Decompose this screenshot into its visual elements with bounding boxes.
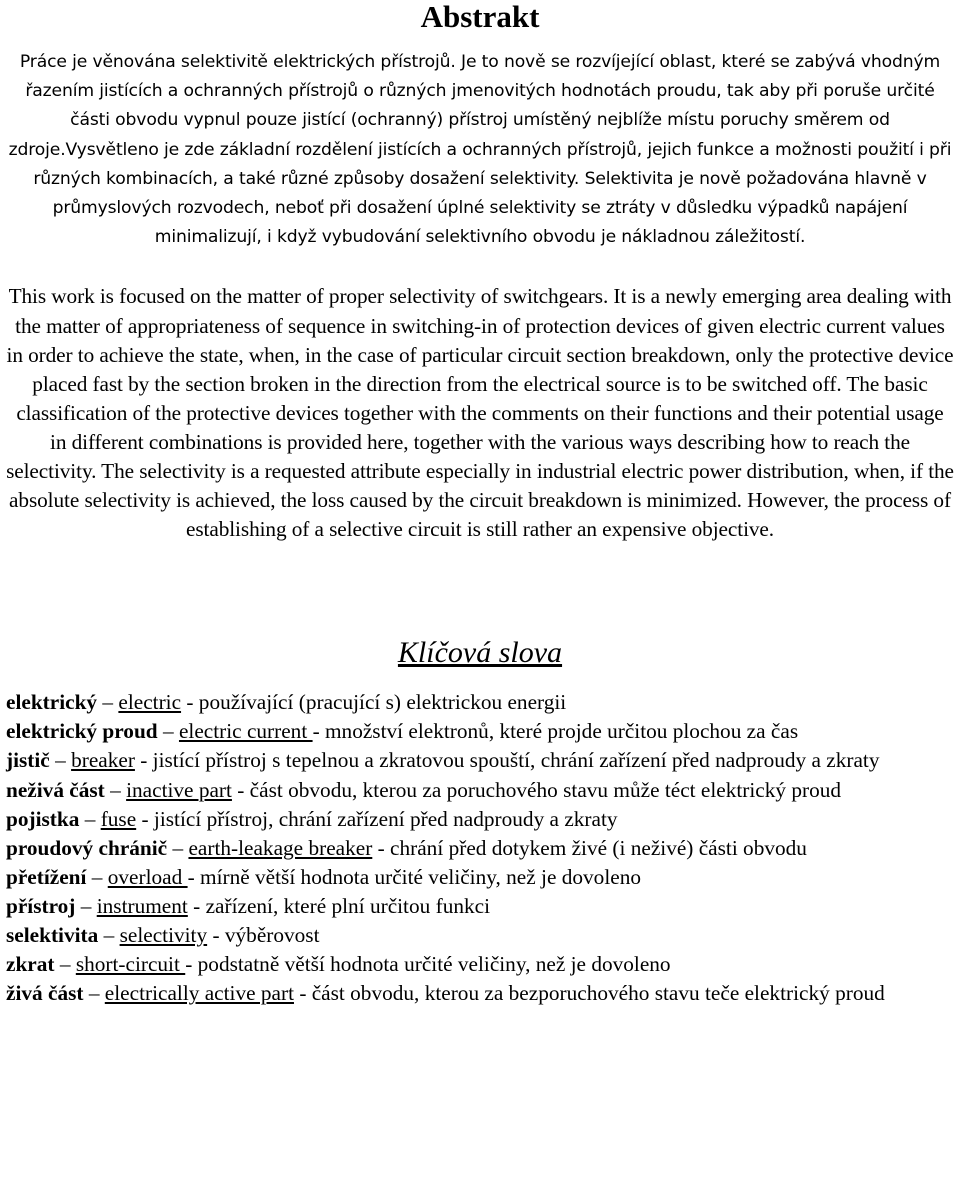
- keyword-dash: –: [102, 690, 114, 715]
- keyword-english: electric current: [178, 719, 313, 744]
- keyword-english: fuse: [100, 806, 137, 831]
- keyword-term: přetížení: [6, 864, 87, 889]
- keyword-item: [6, 746, 954, 775]
- keyword-item: [6, 863, 954, 892]
- keyword-term: jistič: [6, 748, 50, 773]
- keyword-item: [6, 688, 954, 717]
- keyword-english: inactive part: [126, 777, 232, 802]
- keyword-description: - zařízení, které plní určitou funkci: [193, 893, 491, 918]
- keyword-description: - mírně větší hodnota určité veličiny, než je dovoleno: [187, 864, 641, 889]
- keyword-dash: –: [55, 748, 66, 773]
- keyword-description: - část obvodu, kterou za poruchového stavu může téct elektrický proud: [237, 777, 842, 802]
- keyword-english: overload: [107, 864, 188, 889]
- keyword-description: - jistící přístroj s tepelnou a zkratovou spouští, chrání zařízení před nadproudy a zkraty: [140, 748, 880, 773]
- keyword-english: electric: [118, 690, 182, 715]
- keyword-dash: –: [162, 719, 174, 744]
- keyword-description: - část obvodu, kterou za bezporuchového stavu teče elektrický proud: [299, 981, 885, 1006]
- keyword-dash: –: [172, 835, 184, 860]
- keyword-description: - chrání před dotykem živé (i neživé) části obvodu: [377, 835, 807, 860]
- keyword-term: neživá část: [6, 777, 105, 802]
- keyword-item: [6, 805, 954, 834]
- keyword-description: - jistící přístroj, chrání zařízení před nadproudy a zkraty: [141, 806, 618, 831]
- keywords-list: [6, 688, 954, 1008]
- abstract-czech: Práce je věnována selektivitě elektrických přístrojů. Je to nově se rozvíjející oblast, které se zabývá vhodným řazením jistících a ochranných přístrojů o různých jmenovitých hodnotách proudu, tak aby při poruše určité části obvodu vypnul pouze jistící (ochranný) přístroj umístěný nejblíže místu poruchy směrem od zdroje.Vysvětleno je zde základní rozdělení jistících a ochranných přístrojů, jejich funkce a možnosti použití i při různých kombinacích, a také různé způsoby dosažení selektivity. Selektivita je nově požadována hlavně v průmyslových rozvodech, neboť při dosažení úplné selektivity se ztráty v důsledku výpadků napájení minimalizují, i když vybudování selektivního obvodu je nákladnou záležitostí.: [8, 52, 952, 248]
- keyword-description: - podstatně větší hodnota určité veličiny, než je dovoleno: [185, 952, 671, 977]
- keyword-dash: –: [59, 952, 71, 977]
- page-title: Abstrakt: [420, 0, 540, 34]
- keyword-dash: –: [103, 923, 115, 948]
- abstract-english: This work is focused on the matter of proper selectivity of switchgears. It is a newly emerging area dealing with the matter of appropriateness of sequence in switching-in of protection devices of given electric current values in order to achieve the state, when, in the case of particular circuit section breakdown, only the protective device placed fast by the section broken in the direction from the electrical source is to be switched off. The basic classification of the protective devices together with the comments on their functions and their potential usage in different combinations is provided here, together with the various ways describing how to reach the selectivity. The selectivity is a requested attribute especially in industrial electric power distribution, when, if the absolute selectivity is achieved, the loss caused by the circuit breakdown is minimized. However, the process of establishing of a selective circuit is still rather an expensive objective.: [6, 284, 954, 542]
- keyword-dash: –: [91, 864, 103, 889]
- keyword-term: elektrický: [6, 690, 98, 715]
- keyword-item: [6, 892, 954, 921]
- keyword-description: - výběrovost: [212, 923, 320, 948]
- keyword-term: proudový chránič: [6, 835, 168, 860]
- keyword-term: živá část: [6, 981, 84, 1006]
- keyword-item: [6, 979, 954, 1008]
- keyword-dash: –: [110, 777, 121, 802]
- keyword-description: - používající (pracující s) elektrickou energii: [186, 690, 567, 715]
- keyword-description: - množství elektronů, které projde určitou plochou za čas: [312, 719, 799, 744]
- keyword-item: [6, 921, 954, 950]
- keyword-english: instrument: [96, 893, 188, 918]
- keyword-item: [6, 717, 954, 746]
- keyword-english: electrically active part: [104, 981, 294, 1006]
- keyword-term: pojistka: [6, 806, 80, 831]
- keyword-item: [6, 950, 954, 979]
- keyword-term: selektivita: [6, 923, 99, 948]
- keyword-term: elektrický proud: [6, 719, 158, 744]
- keyword-dash: –: [80, 893, 92, 918]
- keyword-term: zkrat: [6, 952, 55, 977]
- keyword-term: přístroj: [6, 893, 76, 918]
- keyword-english: earth-leakage breaker: [188, 835, 373, 860]
- keyword-english: selectivity: [119, 923, 208, 948]
- keyword-english: short-circuit: [75, 952, 186, 977]
- keyword-item: [6, 834, 954, 863]
- keyword-dash: –: [84, 806, 96, 831]
- keyword-item: [6, 776, 954, 805]
- keyword-dash: –: [88, 981, 100, 1006]
- keyword-english: breaker: [71, 748, 135, 773]
- keywords-title: Klíčová slova: [397, 636, 563, 670]
